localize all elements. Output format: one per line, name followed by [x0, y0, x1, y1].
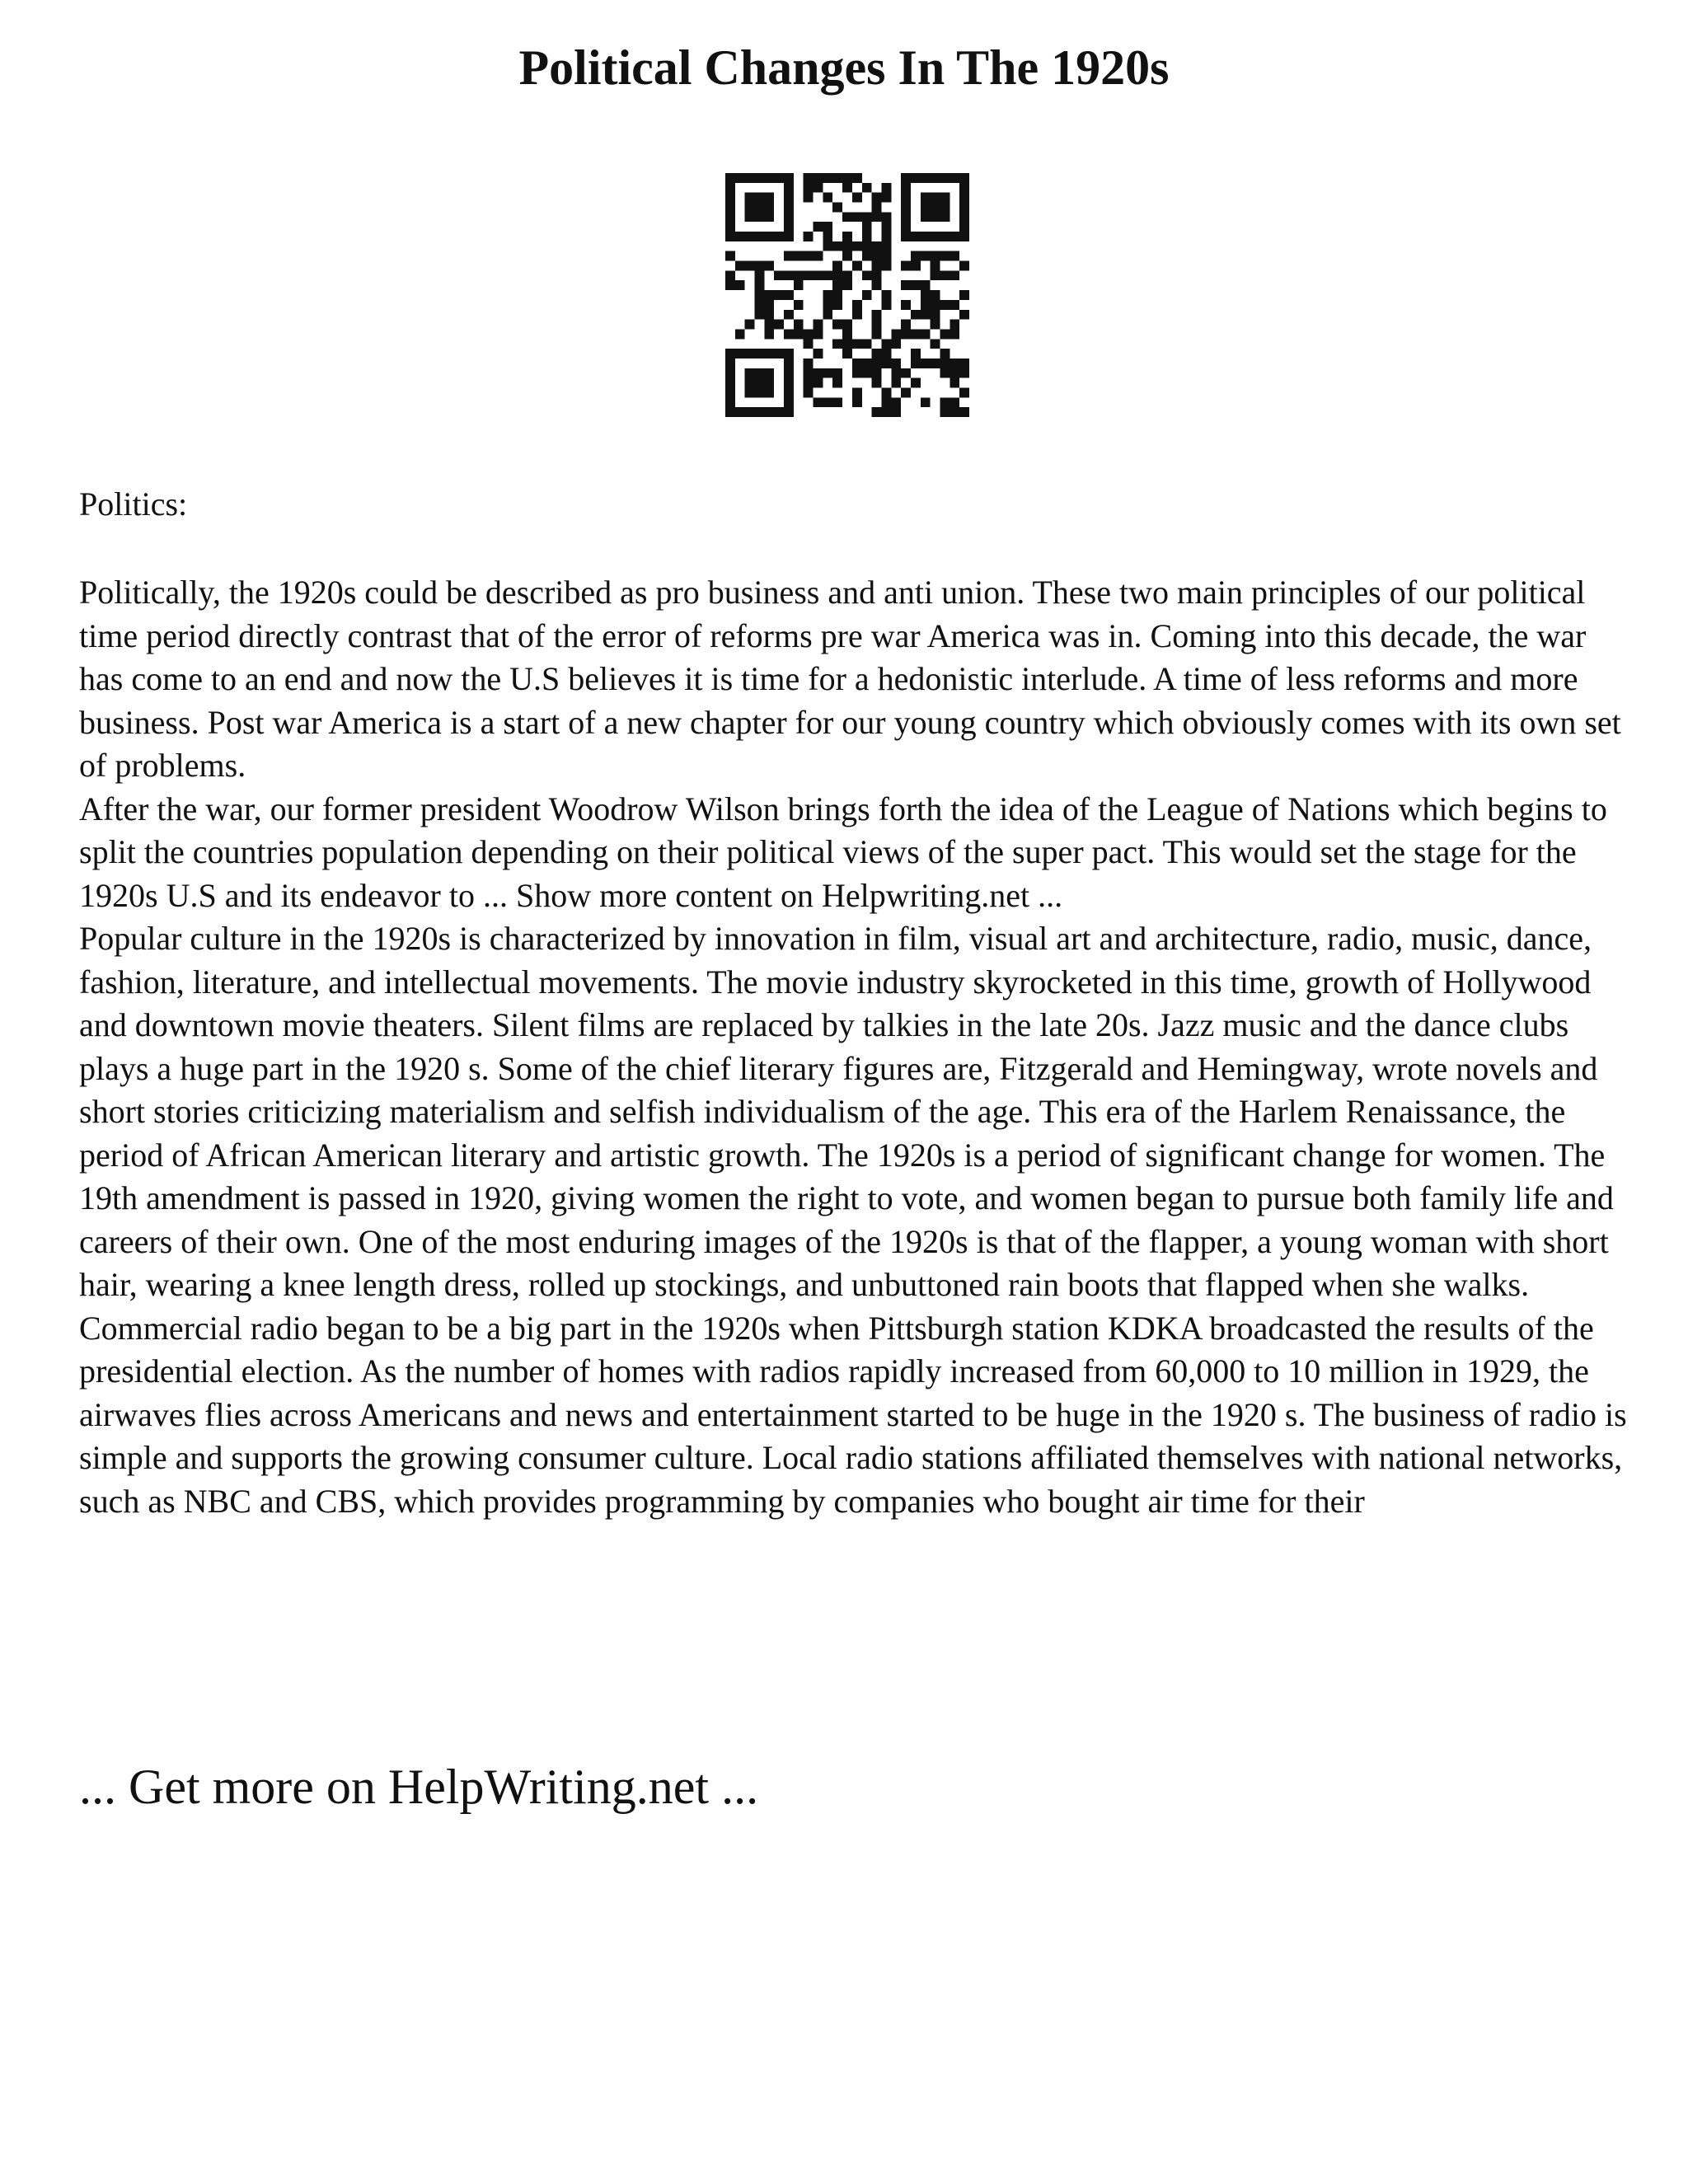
paragraph: After the war, our former president Woodrow Wilson brings forth the idea of the League of Nations which begins to split the countries population depending on their political views of the super pact. This would set the stage for the 1920s U.S and its endeavor to ... Show more content on Helpwriting.net ...	[79, 790, 1607, 914]
paragraph: Popular culture in the 1920s is characterized by innovation in film, visual art and architecture, radio, music, dance, fashion, literature, and intellectual movements. The movie industry skyrocketed in this time, growth of Hollywood and downtown movie theaters. Silent films are replaced by talkies in the late 20s. Jazz music and the dance clubs plays a huge part in the 1920 s. Some of the chief literary figures are, Fitzgerald and Hemingway, wrote novels and short stories criticizing materialism and selfish individualism of the age. This era of the Harlem Renaissance, the period of African American literary and artistic growth. The 1920s is a period of significant change for women. The 19th amendment is passed in 1920, giving women the right to vote, and women began to pursue both family life and careers of their own. One of the most enduring images of the 1920s is that of the flapper, a young woman with short hair, wearing a knee length dress, rolled up stockings, and unbuttoned rain boots that flapped when she walks. Commercial radio began to be a big part in the 1920s when Pittsburgh station KDKA broadcasted the results of the presidential election. As the number of homes with radios rapidly increased from 60,000 to 10 million in 1929, the airwaves flies across Americans and news and entertainment started to be huge in the 1920 s. The business of radio is simple and supports the growing consumer culture. Local radio stations affiliated themselves with national networks, such as NBC and CBS, which provides programming by companies who bought air time for their	[79, 920, 1627, 1520]
qr-code-icon	[725, 173, 969, 417]
section-label-politics: Politics:	[79, 485, 188, 523]
get-more-link[interactable]: ... Get more on HelpWriting.net ...	[79, 1760, 759, 1814]
paragraph: Politically, the 1920s could be described as pro business and anti union. These two main principles of our political time period directly contrast that of the error of reforms pre war America was in. Coming into this decade, the war has come to an end and now the U.S believes it is time for a hedonistic interlude. A time of less reforms and more business. Post war America is a start of a new chapter for our young country which obviously comes with its own set of problems.	[79, 574, 1621, 784]
page-title: Political Changes In The 1920s	[518, 40, 1170, 95]
article-body	[79, 571, 1629, 1523]
